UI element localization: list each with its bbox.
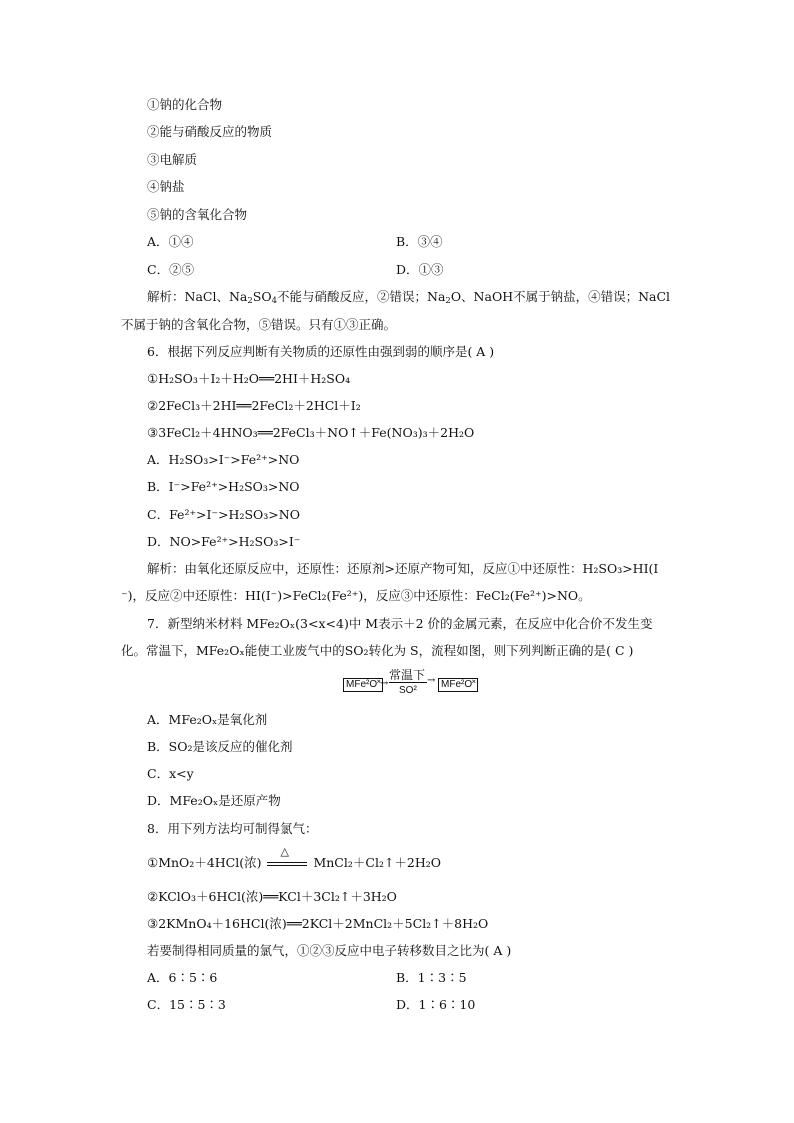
q6-analysis-line2: ⁻)，反应②中还原性：HI(I⁻)>FeCl₂(Fe²⁺)，反应③中还原性：FeCl₂(Fe²⁺)>NO。	[121, 588, 591, 603]
q6-reaction-1: ①H₂SO₃＋I₂＋H₂O══2HI＋H₂SO₄	[147, 371, 351, 386]
q6-option-b: B．I⁻>Fe²⁺>H₂SO₃>NO	[147, 479, 300, 494]
q7-option-a: A．MFe₂Oₓ是氧化剂	[147, 712, 268, 727]
heat-condition: △	[265, 856, 309, 872]
q6-option-d: D．NO>Fe²⁺>H₂SO₃>I⁻	[147, 534, 301, 549]
q8-option-c: C．15∶5∶3	[147, 997, 226, 1012]
q6-stem: 6．根据下列反应判断有关物质的还原性由强到弱的顺序是( A )	[147, 344, 495, 359]
q8-option-a: A．6∶5∶6	[147, 970, 218, 985]
q5-option-b: B．③④	[396, 234, 443, 249]
q8-question: 若要制得相同质量的氯气，①②③反应中电子转移数目之比为( A )	[147, 943, 512, 958]
q5-option-d: D．①③	[396, 262, 444, 277]
flow-condition-bottom: SO²	[399, 685, 417, 696]
q8-reaction-2: ②KClO₃＋6HCl(浓)══KCl＋3Cl₂↑＋3H₂O	[147, 889, 397, 904]
q6-analysis-line1: 解析：由氧化还原反应中，还原性：还原剂>还原产物可知，反应①中还原性：H₂SO₃>HI(I	[147, 561, 659, 576]
flow-condition-top: 常温下	[389, 668, 426, 682]
q7-option-c: C．x<y	[147, 766, 194, 781]
q5-item-4: ④钠盐	[147, 179, 185, 194]
q7-stem-line1: 7．新型纳米材料 MFe₂Oₓ(3<x<4)中 M表示＋2 价的金属元素，在反应中化合价不发生变	[147, 616, 653, 631]
q7-flow-diagram	[343, 666, 483, 702]
q5-analysis-line2: 不属于钠的含氧化合物，⑤错误。只有①③正确。	[121, 317, 397, 332]
q8-reaction-1: ①MnO₂＋4HCl(浓) △ MnCl₂＋Cl₂↑＋2H₂O	[147, 844, 442, 870]
q6-reaction-3: ③3FeCl₂＋4HNO₃══2FeCl₃＋NO↑＋Fe(NO₃)₃＋2H₂O	[147, 425, 475, 440]
flow-line	[389, 682, 427, 683]
flow-right-box: MFe²O˟	[438, 678, 478, 692]
q7-stem-line2: 化。常温下，MFe₂Oₓ能使工业废气中的SO₂转化为 S，流程如图，则下列判断正确的是( C )	[121, 643, 634, 658]
flow-left-box: MFe²O˟	[343, 678, 383, 692]
q5-option-a: A．①④	[147, 234, 194, 249]
q6-option-c: C．Fe²⁺>I⁻>H₂SO₃>NO	[147, 507, 300, 522]
flow-arrow-2: →	[427, 675, 436, 686]
q5-item-5: ⑤钠的含氧化合物	[147, 207, 248, 222]
q8-option-d: D．1∶6∶10	[396, 997, 476, 1012]
q5-analysis-line1: 解析：NaCl、$Na_2SO_4$不能与硝酸反应，②错误；$Na_2O$、NaOH不属于钠盐，④错误；NaCl	[147, 289, 671, 306]
q6-option-a: A．H₂SO₃>I⁻>Fe²⁺>NO	[147, 452, 300, 467]
q8-reaction-3: ③2KMnO₄＋16HCl(浓)══2KCl＋2MnCl₂＋5Cl₂↑＋8H₂O	[147, 916, 489, 931]
q8-stem: 8．用下列方法均可制得氯气：	[147, 821, 318, 836]
q5-item-3: ③电解质	[147, 152, 198, 167]
q5-option-c: C．②⑤	[147, 262, 195, 277]
q8-option-b: B．1∶3∶5	[396, 970, 467, 985]
q5-item-1: ①钠的化合物	[147, 97, 223, 112]
q6-reaction-2: ②2FeCl₃＋2HI══2FeCl₂＋2HCl＋I₂	[147, 398, 361, 413]
flow-arrow-1: →	[380, 678, 389, 689]
q7-option-b: B．SO₂是该反应的催化剂	[147, 739, 293, 754]
q5-item-2: ②能与硝酸反应的物质	[147, 124, 273, 139]
q7-option-d: D．MFe₂Oₓ是还原产物	[147, 793, 281, 808]
